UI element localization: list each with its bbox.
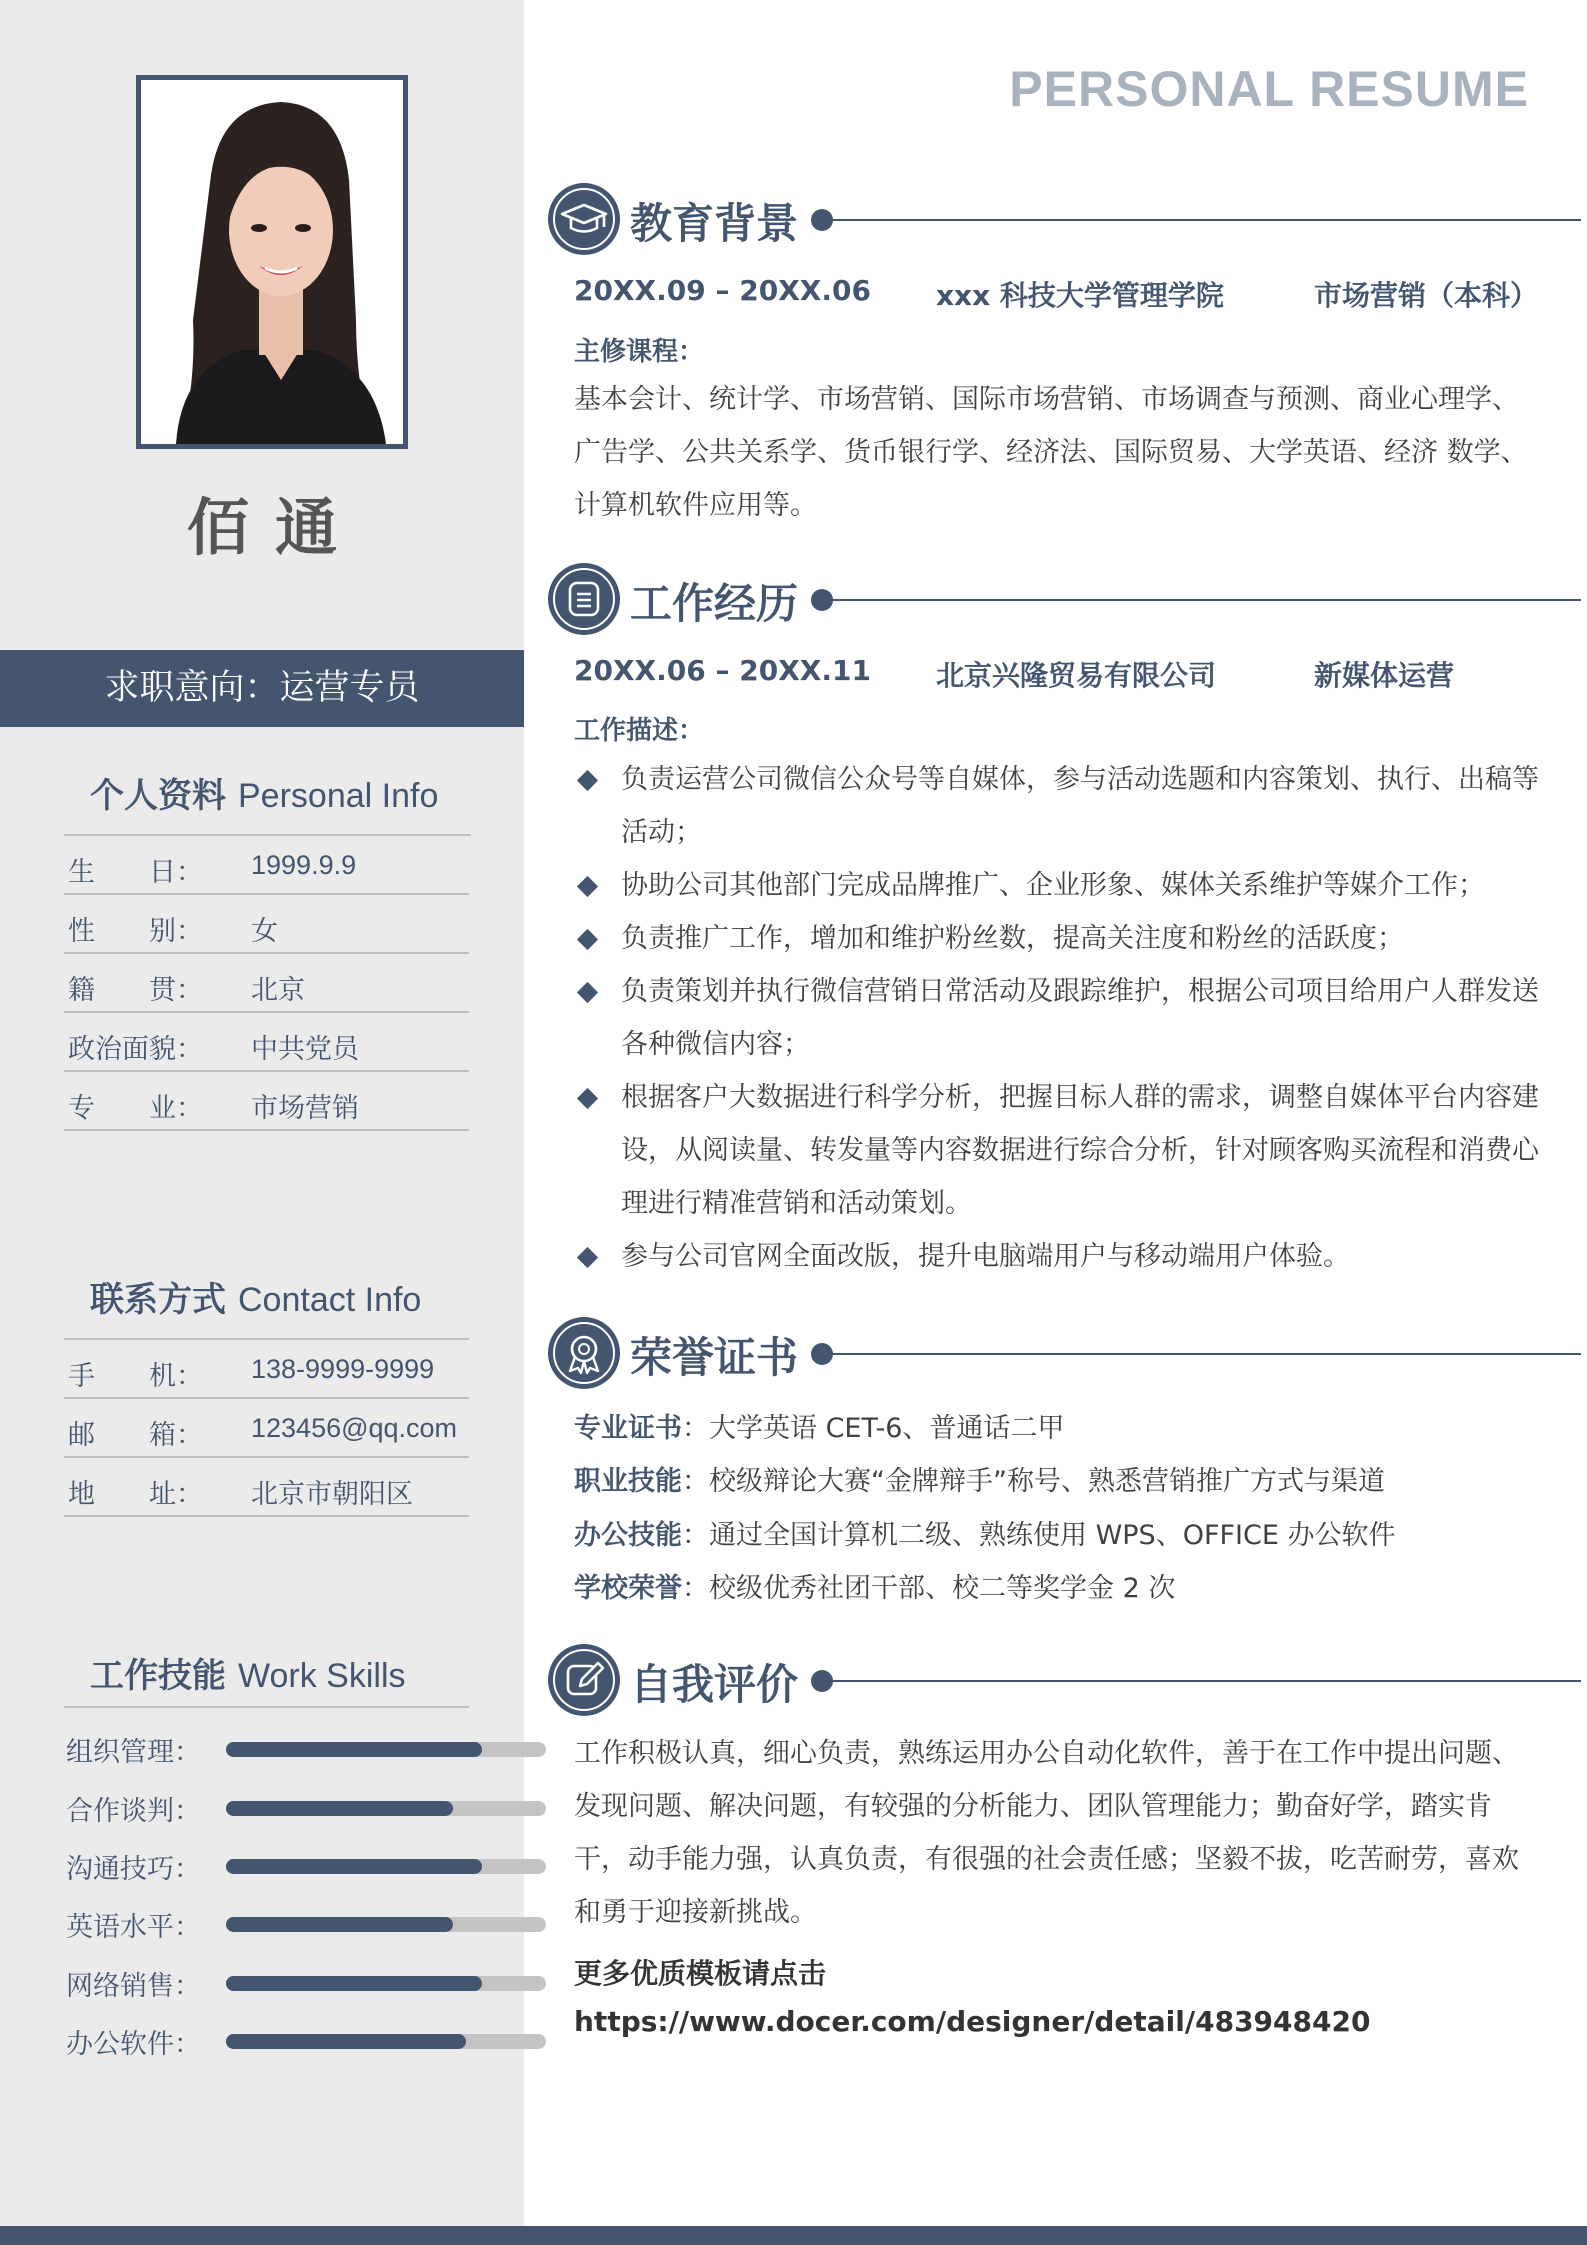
courses-label: 主修课程： [574, 337, 705, 367]
education-period: 20XX.09 – 20XX.06 [574, 274, 871, 307]
info-row-birthday [64, 836, 469, 895]
list-item [574, 912, 1544, 965]
skill-bar-fill [226, 2034, 466, 2049]
section-header-self-eval [548, 1644, 1587, 1716]
section-title: 荣誉证书 [630, 1333, 799, 1382]
skill-label: 合作谈判： [66, 1796, 201, 1827]
work-period: 20XX.06 – 20XX.11 [574, 654, 871, 687]
honor-label: 办公技能 [574, 1520, 682, 1551]
honor-value: ：校级优秀社团干部、校二等奖学金 2 次 [682, 1573, 1176, 1604]
contact-value: 138-9999-9999 [251, 1354, 435, 1384]
section-rule [831, 219, 1581, 221]
diamond-bullet-icon [577, 1247, 598, 1268]
job-target-banner: 求职意向：运营专员 [0, 650, 524, 727]
footer-bar [0, 2226, 1587, 2245]
section-header-work [548, 563, 1587, 635]
contact-label: 地 址： [68, 1479, 203, 1510]
honor-value: ：通过全国计算机二级、熟练使用 WPS、OFFICE 办公软件 [682, 1520, 1396, 1551]
diamond-bullet-icon [577, 1088, 598, 1109]
list-item [574, 1071, 1544, 1230]
skill-row [66, 1903, 486, 1943]
contact-row-address [64, 1458, 469, 1517]
info-row-gender [64, 895, 469, 954]
work-position: 新媒体运营 [1314, 659, 1455, 692]
honor-row [574, 1562, 1175, 1615]
contact-row-email [64, 1399, 469, 1458]
diamond-bullet-icon [577, 770, 598, 791]
skill-label: 网络销售： [66, 1971, 201, 2002]
list-item-text: 协助公司其他部门完成品牌推广、企业形象、媒体关系维护等媒介工作； [621, 870, 1485, 901]
list-item [574, 1230, 1544, 1283]
skill-bar-track [226, 1976, 546, 1991]
contact-info-heading-cn: 联系方式 [90, 1280, 226, 1320]
skill-bar-fill [226, 1859, 482, 1874]
honor-value: ：大学英语 CET-6、普通话二甲 [682, 1413, 1065, 1444]
section-rule [831, 1353, 1581, 1355]
section-title: 教育背景 [630, 199, 799, 248]
info-label: 性 别： [68, 916, 203, 947]
info-value: 女 [251, 916, 278, 947]
work-skills-heading-cn: 工作技能 [90, 1656, 226, 1696]
contact-label: 邮 箱： [68, 1420, 203, 1451]
skill-bar-fill [226, 1742, 482, 1757]
info-row-political-status [64, 1013, 469, 1072]
list-item-text: 根据客户大数据进行科学分析，把握目标人群的需求，调整自媒体平台内容建设，从阅读量、转发量等内容数据进行综合分析，针对顾客购买流程和消费心理进行精准营销和活动策划。 [621, 1082, 1539, 1219]
courses-text: 基本会计、统计学、市场营销、国际市场营销、市场调查与预测、商业心理学、广告学、公共关系学、货币银行学、经济法、国际贸易、大学英语、经济 数学、计算机软件应用等。 [574, 384, 1528, 521]
contact-value: 123456@qq.com [251, 1413, 458, 1443]
personal-info-heading-cn: 个人资料 [90, 776, 226, 816]
section-title: 自我评价 [630, 1660, 799, 1709]
honor-label: 学校荣誉 [574, 1573, 682, 1604]
divider [64, 1706, 469, 1708]
skill-row [66, 1787, 486, 1827]
skill-row [66, 1962, 486, 2002]
section-title: 工作经历 [630, 579, 799, 628]
skill-label: 英语水平： [66, 1912, 201, 1943]
info-label: 专 业： [68, 1093, 203, 1124]
skill-bar-track [226, 1801, 546, 1816]
list-item [574, 859, 1544, 912]
edit-icon [548, 1644, 620, 1716]
info-value: 1999.9.9 [251, 850, 357, 880]
list-item-text: 负责运营公司微信公众号等自媒体，参与活动选题和内容策划、执行、出稿等活动； [621, 764, 1539, 848]
section-dot [811, 1343, 833, 1365]
sidebar [0, 0, 524, 2245]
diamond-bullet-icon [577, 982, 598, 1003]
honor-value: ：校级辩论大赛“金牌辩手”称号、熟悉营销推广方式与渠道 [682, 1466, 1385, 1497]
list-item [574, 965, 1544, 1071]
skill-bar-fill [226, 1917, 453, 1932]
list-item-text: 负责推广工作，增加和维护粉丝数，提高关注度和粉丝的活跃度； [621, 923, 1404, 954]
info-row-major [64, 1072, 469, 1131]
honor-label: 专业证书 [574, 1413, 682, 1444]
honor-row [574, 1455, 1385, 1508]
skill-row [66, 1728, 486, 1768]
info-value: 中共党员 [251, 1034, 359, 1065]
honor-row [574, 1402, 1064, 1455]
contact-info-heading-en: Contact Info [238, 1281, 422, 1319]
skill-bar-fill [226, 1801, 453, 1816]
work-skills-heading [90, 1648, 406, 1697]
section-dot [811, 589, 833, 611]
document-title: PERSONAL RESUME [1009, 61, 1529, 117]
document-icon [548, 563, 620, 635]
more-templates-label: 更多优质模板请点击 [574, 1957, 827, 1990]
info-label: 生 日： [68, 857, 203, 888]
contact-info-heading [90, 1272, 421, 1321]
skill-bar-track [226, 1742, 546, 1757]
info-label: 政治面貌： [68, 1034, 203, 1065]
section-rule [831, 1680, 1581, 1682]
education-major: 市场营销（本科） [1314, 279, 1539, 312]
skill-label: 办公软件： [66, 2029, 201, 2060]
honor-label: 职业技能 [574, 1466, 682, 1497]
list-item-text: 参与公司官网全面改版，提升电脑端用户与移动端用户体验。 [621, 1241, 1350, 1272]
candidate-name: 佰通 [186, 491, 363, 564]
profile-photo [136, 75, 408, 449]
list-item-text: 负责策划并执行微信营销日常活动及跟踪维护，根据公司项目给用户人群发送各种微信内容； [621, 976, 1539, 1060]
education-school: xxx 科技大学管理学院 [936, 279, 1224, 312]
work-skills-heading-en: Work Skills [238, 1657, 406, 1695]
skill-bar-track [226, 1917, 546, 1932]
diamond-bullet-icon [577, 929, 598, 950]
personal-info-heading [90, 768, 438, 817]
info-row-hometown [64, 954, 469, 1013]
skill-bar-fill [226, 1976, 482, 1991]
section-dot [811, 209, 833, 231]
personal-info-heading-en: Personal Info [238, 777, 439, 815]
diamond-bullet-icon [577, 876, 598, 897]
honor-row [574, 1509, 1395, 1562]
contact-row-phone [64, 1340, 469, 1399]
info-label: 籍 贯： [68, 975, 203, 1006]
section-rule [831, 599, 1581, 601]
graduation-cap-icon [548, 183, 620, 255]
list-item [574, 753, 1544, 859]
skill-label: 组织管理： [66, 1737, 201, 1768]
skill-row [66, 2020, 486, 2060]
section-header-honors [548, 1317, 1587, 1389]
contact-value: 北京市朝阳区 [251, 1479, 413, 1510]
work-desc-label: 工作描述： [574, 716, 705, 746]
info-value: 北京 [251, 975, 305, 1006]
skill-bar-track [226, 2034, 546, 2049]
section-header-education [548, 183, 1587, 255]
section-dot [811, 1670, 833, 1692]
work-company: 北京兴隆贸易有限公司 [936, 659, 1217, 692]
portrait-image [141, 80, 403, 444]
self-eval-text: 工作积极认真，细心负责，熟练运用办公自动化软件，善于在工作中提出问题、发现问题、解决问题，有较强的分析能力、团队管理能力；勤奋好学，踏实肯干，动手能力强，认真负责，有很强的社会责任感；坚毅不拔，吃苦耐劳，喜欢和勇于迎接新挑战。 [574, 1738, 1519, 1928]
info-value: 市场营销 [251, 1093, 359, 1124]
contact-label: 手 机： [68, 1361, 203, 1392]
more-templates-link[interactable]: https://www.docer.com/designer/detail/483948420 [574, 2005, 1371, 2038]
work-bullet-list [574, 753, 1544, 1283]
skill-label: 沟通技巧： [66, 1854, 201, 1885]
skill-bar-track [226, 1859, 546, 1874]
badge-icon [548, 1317, 620, 1389]
skill-row [66, 1845, 486, 1885]
